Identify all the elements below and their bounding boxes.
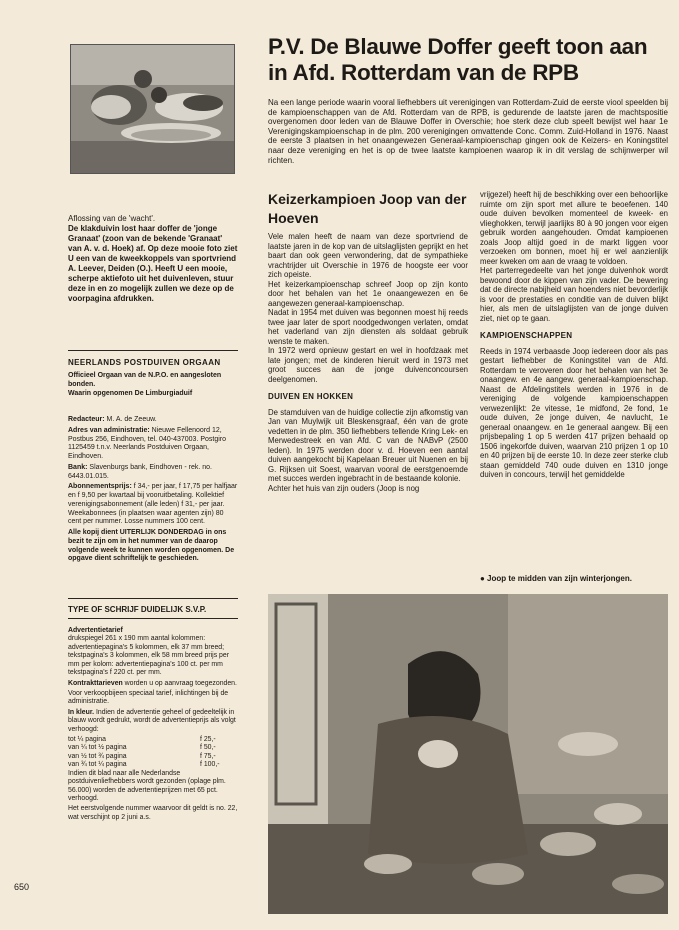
price-range: tot ¼ pagina (68, 736, 106, 744)
masthead-merged: Waarin opgenomen De Limburgiaduif (68, 389, 193, 397)
price-range: van ¾ tot ¼ pagina (68, 761, 127, 769)
type-of-schrijf-heading: TYPE OF SCHRIJF DUIDELIJK S.V.P. (68, 605, 207, 614)
paragraph: Vele malen heeft de naam van deze sportvriend de laatste jaren in de kop van de uitslaglijsten geprijkt en het baart dan ook geen verwondering, dat de sympathieke vrachtrijder uit Overschie in 1976 de hoogste eer voor zich opeiste. (268, 232, 468, 279)
redacteur-label: Redacteur: (68, 416, 105, 423)
price-range: van ¼ tot ½ pagina (68, 744, 127, 752)
subheading: DUIVEN EN HOKKEN (268, 392, 354, 401)
paragraph: In 1972 werd opnieuw gestart en wel in hoofdzaak met late jongen; met de kinderen hieruit werd in 1973 met groot succes aan de jonge duivenconcoursen deelgenomen. (268, 346, 468, 384)
masthead-official: Officieel Orgaan van de N.P.O. en aangesloten bonden. (68, 372, 222, 388)
kleur-text: Indien de advertentie geheel of gedeeltelijk in blauw wordt gedrukt, wordt de advertentieprijs als volgt verhoogd: (68, 708, 236, 733)
paragraph: Nadat in 1954 met duiven was begonnen moest hij reeds twee jaar later de sport noodgedwongen verlaten, omdat het vaderland van zijn diensten als soldaat gebruik wenste te maken. (268, 308, 468, 346)
adres-value: Nieuwe Fellenoord 12, Postbus 256, Eindhoven, tel. 040-437003. Postgiro 1125459 t.n.v. Neerlands Postduiven Orgaan, Eindhoven. (68, 426, 226, 460)
article-intro: Na een lange periode waarin vooral liefhebbers uit verenigingen van Rotterdam-Zuid de eerste viool speelden bij de kampioenschappen van de Afd. Rotterdam van de RPB, is gedurende de laatste jaren de machtspositie overgenomen door leden van de Blauwe Doffer in Overschie; hoe sterk deze club speelt bewijst wel haar 1e Verenigingskampioenschap in de plm. 200 verenigingen omvattende Conc. Comm. Zuid-Holland in 1976. Naast de eerste 3 plaatsen in het onaangewezen Generaal-kampioenschap gingen ook de Keizers- en Koningstitel naar deze vereniging en het is op de twee laatste kampioenen waarop ik in dit verslag de schijnwerper wil richten. (268, 98, 668, 165)
redacteur-value: M. A. de Zeeuw. (104, 416, 157, 423)
price-value: f 25,- (200, 736, 216, 744)
price-value: f 50,- (200, 744, 216, 752)
article-title: P.V. De Blauwe Doffer geeft toon aan in Afd. Rotterdam van de RPB (268, 34, 648, 86)
paragraph: Het keizerkampioenschap schreef Joop op zijn konto door het behalen van het 1e onaangewezen en 6e aangewezen generaal-kampioenschap. (268, 279, 468, 308)
price-value: f 75,- (200, 752, 216, 760)
paragraph: Achter het huis van zijn ouders (Joop is nog (268, 483, 420, 493)
section-heading: Keizerkampioen Joop van der Hoeven (268, 191, 467, 226)
price-range: van ½ tot ¾ pagina (68, 752, 127, 760)
caption-text: De klakduivin lost haar doffer de 'jonge Granaat' (zoon van de bekende 'Granaat' van A. v. d. Hoek) af. Op deze mooie foto ziet U een van de kweekkoppels van sportvriend A. Leever, Deiden (O.). Heeft U een mooie, scherpe aktiefoto uit het duivenleven, stuur deze in en zo mogelijk zullen we deze op de voorpagina afdrukken. (68, 224, 238, 303)
tarief-text: drukspiegel 261 x 190 mm aantal kolommen: advertentiepagina's 5 kolommen, elk 37 mm breed; tekstpagina's 3 kolommen, elk 58 mm breed prijs per mm per kolom: advertentiepagina's 100 ct. per mm tekstpagina's f 220 ct. per mm. (68, 635, 230, 677)
bank-label: Bank: (68, 463, 88, 471)
kleur-label: In kleur. (68, 708, 95, 716)
photo-caption (68, 214, 238, 304)
price-row (68, 744, 238, 752)
copy-deadline: Alle kopij dient UITERLIJK DONDERDAG in ons bezit te zijn om in het nummer van de daarop volgende week te kunnen worden opgenomen. De opgave dient schriftelijk te geschieden. (68, 529, 235, 563)
price-row (68, 761, 238, 769)
tarief-label: Advertentietarief (68, 627, 123, 634)
administration-info (68, 416, 238, 566)
abonnement-label: Abonnementsprijs: (68, 483, 132, 491)
adres-label: Adres van administratie: (68, 426, 150, 434)
pigeon-pair-photo (70, 44, 235, 174)
vacatures-text: Voor verkoopbijeen speciaal tarief, inlichtingen bij de administratie. (68, 689, 229, 706)
photo-caption-joop: ● Joop te midden van zijn winterjongen. (480, 574, 632, 583)
abonnement-value: f 34,- per jaar, f 17,75 per halfjaar en f 9,50 per kwartaal bij vooruitbetaling. Kollektief verenigingsabonnement (alle leden) f 31,- per jaar. Weekabonnees (in plaatsen waar agenten zijn) 80 cent per nummer. Losse nummers 100 cent. (68, 483, 238, 526)
first-issue-note: Het eerstvolgende nummer waarvoor dit geldt is no. 22, wat verschijnt op 2 juni a.s. (68, 805, 238, 821)
contract-label: Kontrakttarieven (68, 679, 123, 687)
article-column-1 (268, 232, 468, 493)
joop-with-pigeons-photo (268, 594, 668, 914)
price-row (68, 753, 238, 761)
bank-value: Slavenburgs bank, Eindhoven - rek. no. 6443.01.015. (68, 463, 212, 480)
contract-text: worden u op aanvraag toegezonden. (122, 679, 237, 687)
divider (68, 598, 238, 599)
advertising-info (68, 627, 238, 824)
caption-line: Aflossing van de 'wacht'. (68, 214, 156, 223)
masthead (68, 358, 238, 398)
divider (68, 618, 238, 619)
paragraph: vrijgezel) heeft hij de beschikking over een behoorlijke ruimte om zijn sport met allure te beoefenen. 140 oude duiven bevolken momenteel de kweek- en vlieghokken, terwijl jaarlijks 80 à 90 jongen voor eigen gebruik worden aangehouden. Omdat kampioenen zoals Joop altijd goed in de markt liggen voor verzoeken om bonnen, moet hij er wel aanzienlijk meer kweken om aan de vraag te voldoen. (480, 190, 668, 266)
subheading: KAMPIOENSCHAPPEN (480, 331, 573, 340)
masthead-title: NEERLANDS POSTDUIVEN ORGAAN (68, 358, 221, 367)
paragraph: Reeds in 1974 verbaasde Joop iedereen door als pas gestart liefhebber de Koningstitel van de Afd. Rotterdam te veroveren door het behalen van het 3e onaangew. en 4e aangew. generaal-kampioenschap. Naast de Afdelingstitels werden in 1976 in de vereniging de volgende kampioenschappen verwezenlijkt: 2e vitesse, 1e midfond, 2e fond, 1e oude duiven, 2e jonge duiven, 4e navlucht, 1e generaal onaangew. en 1e generaal aangew. Bij een prijsbepaling 1 op 5 werden 417 prijzen behaald op 1506 ingekorfde duiven, waarvan 210 prijzen 1 op 10 en 40 prijzen bij de eerste 10. In deze zeer sterke club staan gemiddeld 740 oude duiven en 1310 jonge duiven in concours, terwijl het gemiddelde (480, 346, 668, 480)
divider (68, 350, 238, 351)
article-column-2 (480, 190, 668, 480)
paragraph: Het parterregedeelte van het jonge duivenhok wordt bewoond door de kippen van zijn vader. De bewering dat de directe nabijheid van hoenders niet bevorderlijk is voor de prestaties en conditie van de duiven blijkt hier, als men de uitslaglijsten van de jonge duiven ziet, niet op te gaan. (480, 266, 668, 323)
page-number: 650 (14, 882, 30, 892)
price-value: f 100,- (200, 761, 220, 769)
oplage-note: Indien dit blad naar alle Nederlandse postduivenliefhebbers wordt gezonden (oplage plm. 56.000) worden de advertentieprijzen met 65 pct. verhoogd. (68, 769, 226, 803)
paragraph: De stamduiven van de huidige collectie zijn afkomstig van Jan van Muylwijk uit Bleskensgraaf, één van de grote vedetten in de plm. 350 liefhebbers tellende Kring Lek- en Merwedestreek en van Afd. C van de NABvP (2500 leden). In 1975 werden door v. d. Hoeven een aantal duiven aangekocht bij Kapelaan Breuer uit Nuenen en bij G. Rijksen uit Soest, waarvan vooral de eerstgenoemde met succes werden ingebracht in de bestaande kolonie. (268, 407, 468, 484)
